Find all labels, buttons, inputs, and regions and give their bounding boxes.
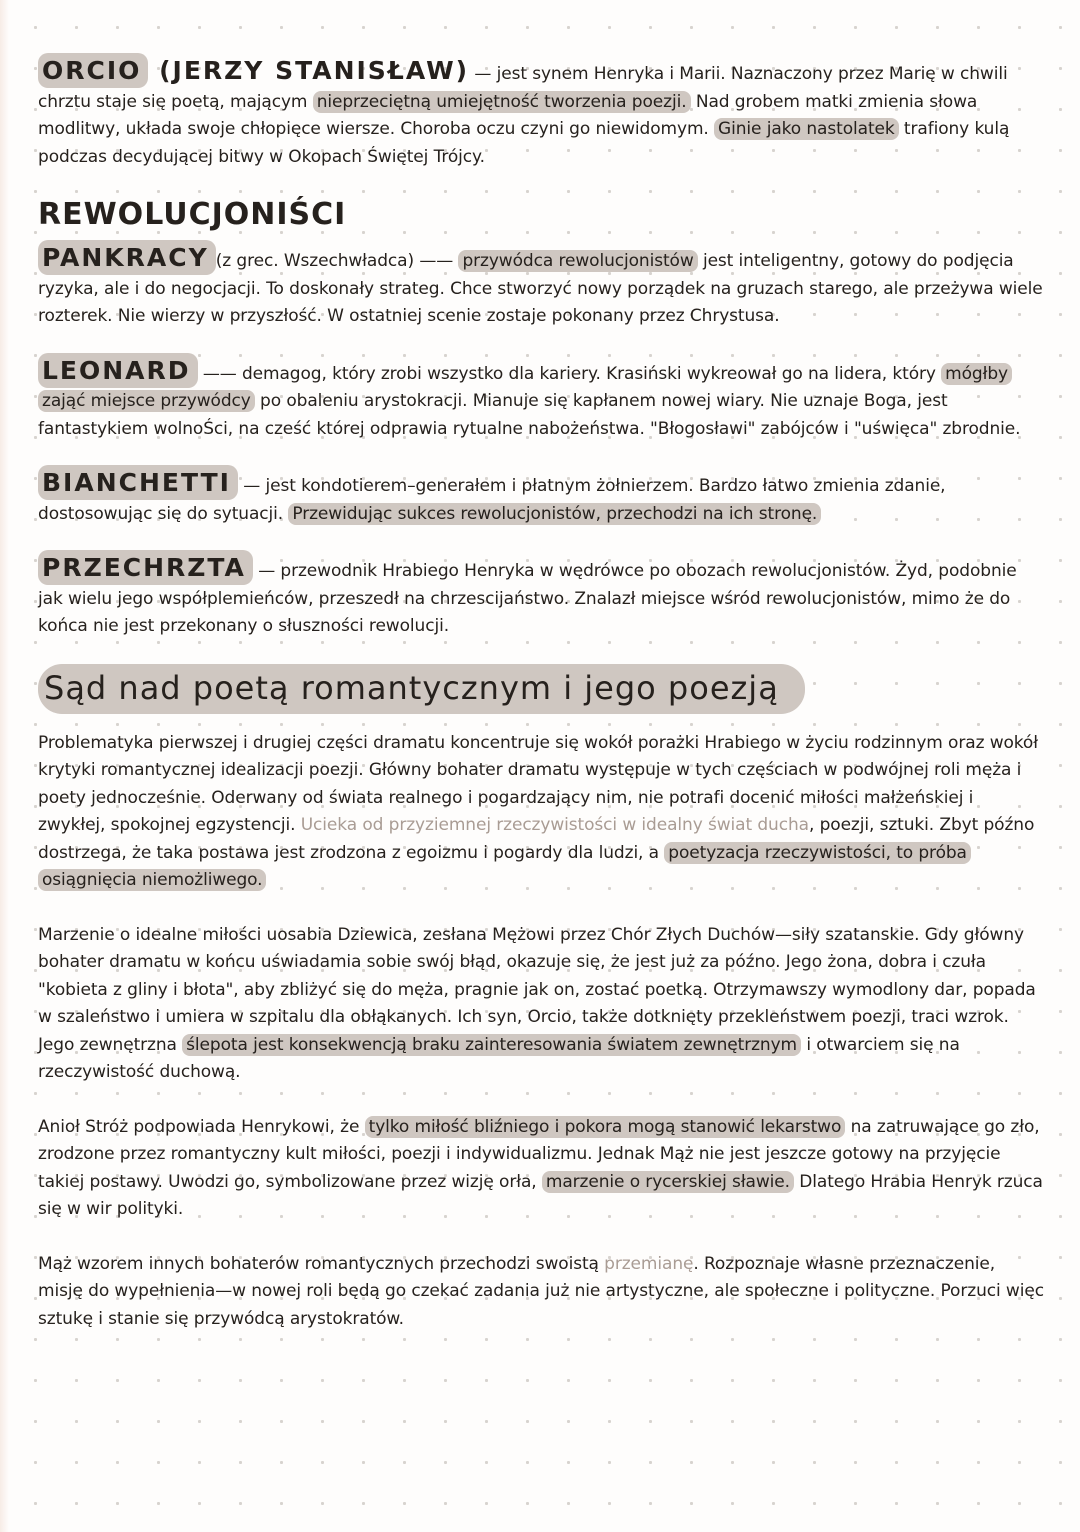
revolutionists-heading (38, 198, 1044, 231)
body-text: Anioł Stróż podpowiada Henrykowi, że (38, 1116, 365, 1137)
character-name: PANKRACY (38, 240, 216, 275)
body-text: Nad grobem matki zmienia słowa modlitwy, układa swoje chłopięce wiersze. Choroba oczu czyni go niewidomym. (38, 91, 978, 139)
body-text: trafiony kulą podczas decydującej bitwy w Okopach Świętej Trójcy. (38, 119, 1010, 167)
body-text: i otwarciem się na rzeczywistość duchową. (38, 1034, 960, 1082)
section-heading (38, 668, 1044, 708)
character-name: LEONARD (38, 353, 198, 388)
paragraph (38, 245, 1044, 331)
character-name: ORCIO (38, 53, 148, 88)
note-content (38, 58, 1044, 1360)
character-name: BIANCHETTI (38, 465, 238, 500)
section-heading-text: Sąd nad poetą romantycznym i jego poezją (38, 664, 805, 714)
paragraph (38, 1251, 1044, 1334)
character-name: PRZECHRZTA (38, 550, 253, 585)
paragraph (38, 355, 1044, 444)
body-text: —— demagog, który zrobi wszystko dla kariery. Krasiński wykreował go na lidera, który (197, 363, 942, 384)
body-text: Problematyka pierwszej i drugiej części dramatu koncentruje się wokół porażki Hrabiego w życiu rodzinnym oraz wokół krytyki romantycznej idealizacji poezji. Główny bohater dramatu występuje w tych częściach w podwójnej roli męża i poety jednocześnie. Oderwany od świata realnego i pogardzający nim, nie potrafi docenić miłości małżeńskiej i zwykłej, spokojnej egzystencji. (38, 732, 1038, 835)
paragraph (38, 555, 1044, 641)
highlighted-text: ślepota jest konsekwencją braku zainteresowania światem zewnętrznym (182, 1034, 801, 1056)
paragraph (38, 470, 1044, 528)
body-text: (z grec. Wszechwładca) —— (215, 251, 459, 271)
highlighted-text: Ginie jako nastolatek (714, 118, 899, 140)
heading-text: REWOLUCJONIŚCI (38, 197, 347, 232)
body-text: Marzenie o idealne miłości uosabia Dziewica, zesłana Mężowi przez Chór Złych Duchów—siły szatanskie. Gdy główny bohater dramatu w końcu uświadamia sobie swój błąd, okazuje się, że jest już za późno. Jego żona, dobra i czuła "kobieta z gliny i błota", aby zbliżyć się do męża, pragnie jak on, zostać poetką. Otrzymawszy wymodlony dar, popada w szaleństwo i umiera w szpitalu dla obłąkanych. Ich syn, Orcio, także dotknięty przekleństwem poezji, traci wzrok. Jego zewnętrzna (38, 924, 1036, 1055)
body-text: na zatruwające go zło, zrodzone przez romantyczny kult miłości, poezji i indywidualizmu. Jednak Mąż nie jest jeszcze gotowy na przyjęcie takiej postawy. Uwodzi go, symbolizowane przez wizję orła, (38, 1116, 1040, 1192)
paragraph (38, 1114, 1044, 1224)
body-text: Dlatego Hrabia Henryk rzuca się w wir polityki. (38, 1171, 1043, 1219)
paragraph (38, 922, 1044, 1087)
body-text: . Rozpoznaje własne przeznaczenie, misję do wypełnienia—w nowej roli będą go czekać zadania już nie artystyczne, ale społeczne i polityczne. Porzuci więc sztukę i stanie się przywódcą arystokratów. (38, 1253, 1044, 1329)
body-text: — jest synem Henryka i Marii. Naznaczony przez Marię w chwili chrztu staje się poetą, mającym (38, 64, 1008, 112)
paragraph (38, 58, 1044, 171)
body-text: — przewodnik Hrabiego Henryka w wędrówce po obozach rewolucjonistów. Żyd, podobnie jak wielu jego współplemieńców, przeszedł na chrzescijaństwo. Znalazł miejsce wśród rewolucjonistów, mimo że do końca nie jest przekonany o słuszności rewolucji. (38, 561, 1017, 636)
body-text: , poezji, sztuki. Zbyt późno dostrzega, że taka postawa jest zrodzona z egoizmu i pogardy dla ludzi, a (38, 815, 1035, 863)
character-name-note: (JERZY STANISŁAW) (148, 56, 470, 85)
paragraph (38, 730, 1044, 895)
body-text: jest inteligentny, gotowy do podjęcia ryzyka, ale i do negocjacji. To doskonały strateg. Chce stworzyć nowy porządek na gruzach starego, ale przeżywa wiele rozterek. Nie wierzy w przyszłość. W ostatniej scenie zostaje pokonany przez Chrystusa. (38, 251, 1043, 326)
highlighted-text: mógłby zająć miejsce przywódcy (38, 363, 1012, 413)
page-edge (0, 0, 9, 1532)
accent-text: przemianę (604, 1253, 694, 1274)
body-text: Mąż wzorem innych bohaterów romantycznych przechodzi swoistą (38, 1253, 605, 1274)
highlighted-text: przywódca rewolucjonistów (458, 250, 697, 272)
highlighted-text: marzenie o rycerskiej sławie. (542, 1171, 794, 1193)
accent-text: Ucieka od przyziemnej rzeczywistości w idealny świat ducha (300, 815, 809, 835)
body-text: — jest kondotierem–generałem i płatnym żołnierzem. Bardzo łatwo zmienia zdanie, dostosowując się do sytuacji. (38, 476, 946, 524)
highlighted-text: poetyzacja rzeczywistości, to próba osiągnięcia niemożliwego. (38, 842, 971, 892)
body-text: po obaleniu arystokracji. Mianuje się kapłanem nowej wiary. Nie uznaje Boga, jest fantastykiem wolnoŚci, na cześć której odprawia rytualne nabożeństwa. "Błogosławi" zabójców i "uświęca" zbrodnie. (38, 391, 1021, 439)
highlighted-text: nieprzeciętną umiejętność tworzenia poezji. (313, 91, 691, 113)
highlighted-text: tylko miłość bliźniego i pokora mogą stanowić lekarstwo (365, 1116, 846, 1138)
highlighted-text: Przewidując sukces rewolucjonistów, przechodzi na ich stronę. (288, 503, 821, 525)
